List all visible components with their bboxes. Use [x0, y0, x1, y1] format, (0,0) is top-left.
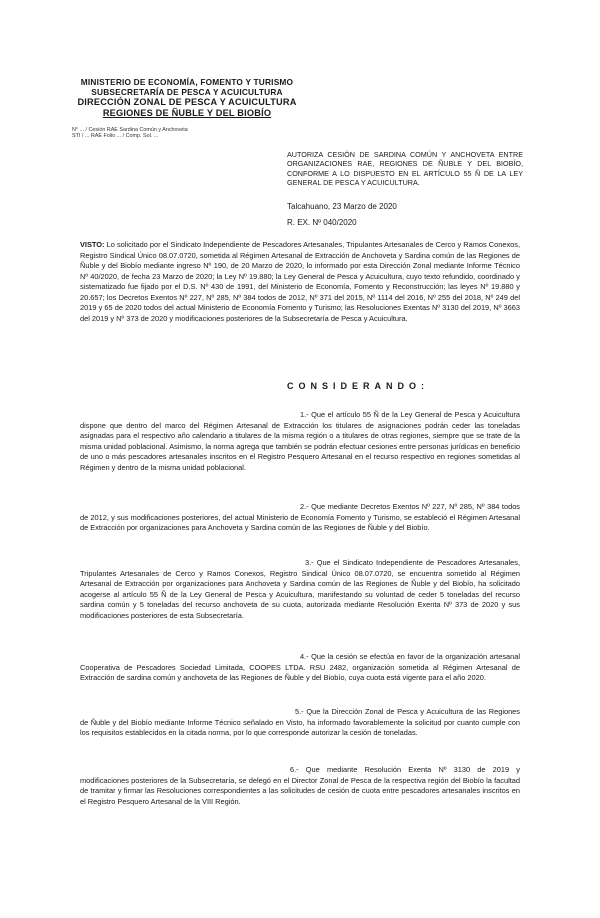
considerando-paragraph-4: 4.- Que la cesión se efectúa en favor de la organización artesanal Cooperativa de Pescadores Sociedad Limitada, COOPES LTDA. RSU 2482, organización sometida al Régimen Artesanal de Extracción de sardina común y anchoveta de las Regiones de Ñuble y del Biobío, cuya cuota está vigente para el año 2020. [80, 652, 520, 683]
visto-paragraph [80, 240, 520, 324]
regions-line: REGIONES DE ÑUBLE Y DEL BIOBÍO [102, 107, 272, 118]
resolution-subject: AUTORIZA CESIÓN DE SARDINA COMÚN Y ANCHOVETA ENTRE ORGANIZACIONES RAE, REGIONES DE ÑUBLE Y DEL BIOBÍO, CONFORME A LO DISPUESTO EN EL ARTÍCULO 55 Ñ DE LA LEY GENERAL DE PESCA Y ACUICULTURA. [287, 150, 523, 188]
place-date: Talcahuano, 23 Marzo de 2020 [287, 202, 397, 211]
subsecretaria-line: SUBSECRETARÍA DE PESCA Y ACUICULTURA [91, 86, 283, 97]
ministry-line: MINISTERIO DE ECONOMÍA, FOMENTO Y TURISMO [80, 77, 294, 87]
considerando-paragraph-6: 6.- Que mediante Resolución Exenta Nº 3130 de 2019 y modificaciones posteriores de la Subsecretaría, se delegó en el Director Zonal de Pesca de la respectiva región del Biobío la facultad de tramitar y firmar las Resoluciones correspondientes a las solicitudes de cesión de cuota entre pescadores artesanales inscritos en el Registro Pesquero Artesanal de la VIII Región. [80, 765, 520, 806]
reference-line-1: N° ... / Cesión RAE Sardina Común y Anchoveta [72, 127, 188, 133]
letterhead [72, 78, 302, 118]
considerando-heading: CONSIDERANDO: [287, 381, 430, 391]
resolution-number: R. EX. Nº 040/2020 [287, 218, 357, 227]
considerando-paragraph-2: 2.- Que mediante Decretos Exentos Nº 227, Nº 285, Nº 384 todos de 2012, y sus modificaciones posteriores, del actual Ministerio de Economía Fomento y Turismo, se estableció el Régimen Artesanal de Extracción por organizaciones para Anchoveta y Sardina común de las Regiones de Ñuble y del Biobío. [80, 502, 520, 533]
visto-text: Lo solicitado por el Sindicato Independiente de Pescadores Artesanales, Tripulantes Artesanales de Cerco y Ramos Conexos, Registro Sindical Único 08.07.0720, sometida al Régimen Artesanal de Extracción de Anchoveta y Sardina común de las Regiones de Ñuble y del Biobío mediante ingreso Nº 190, de 20 Marzo de 2020, lo informado por esta Dirección Zonal mediante Informe Técnico Nº 40/2020, de fecha 23 Marzo de 2020; la Ley Nº 19.880; la Ley General de Pesca y Acuicultura, cuyo texto refundido, coordinado y sistematizado fue fijado por el D.S. Nº 430 de 1991, del Ministerio de Economía, Fomento y Reconstrucción; las leyes Nº 19.880 y 20.657; los Decretos Exentos Nº 227, Nº 285, Nº 384 todos de 2012, Nº 371 del 2015, Nº 1114 del 2016, Nº 255 del 2018, Nº 249 del 2019 y 65 de 2020 todos del actual Ministerio de Economía Fomento y Turismo; las Resoluciones Exentas Nº 3130 del 2019, Nº 3663 del 2019 y Nº 373 de 2020 y modificaciones posteriores de la Subsecretaría de Pesca y Acuicultura. [80, 240, 520, 323]
direccion-zonal-line: DIRECCIÓN ZONAL DE PESCA Y ACUICULTURA [77, 97, 297, 108]
reference-codes [72, 127, 312, 140]
considerando-paragraph-1: 1.- Que el artículo 55 Ñ de la Ley General de Pesca y Acuicultura dispone que dentro del marco del Régimen Artesanal de Extracción los titulares de asignaciones podrán ceder las toneladas asignadas para el respectivo año calendario a titulares de la misma región o a titulares de otras regiones, siempre que se trate de la misma unidad poblacional. Asimismo, la norma agrega que también se podrán efectuar cesiones entre personas jurídicas en beneficio de uno o más pescadores artesanales inscritos en el Registro Pesquero Artesanal en el recurso respectivo en regiones sometidas al Régimen y dentro de la misma unidad poblacional. [80, 410, 520, 472]
considerando-paragraph-3: 3.- Que el Sindicato Independiente de Pescadores Artesanales, Tripulantes Artesanales de Cerco y Ramos Conexos, Registro Sindical Único 08.07.0720, se encuentra sometido al Régimen Artesanal de Extracción por organizaciones para Anchoveta y Sardina común de las Regiones de Ñuble y del Biobío, ha solicitado acogerse al artículo 55 Ñ de la Ley General de Pesca y Acuicultura, manifestando su voluntad de ceder 5 toneladas del recurso sardina común y 5 toneladas del recurso anchoveta de su cuota, autorizada mediante Resolución Exenta Nº 373 de 2020 y sus modificaciones posteriores de esta Subsecretaría. [80, 558, 520, 620]
reference-line-2: STI / ... RAE Folio ... / Comp. Sol. ... [72, 133, 159, 140]
visto-label: VISTO: [80, 240, 105, 249]
considerando-paragraph-5: 5.- Que la Dirección Zonal de Pesca y Acuicultura de las Regiones de Ñuble y del Biobío mediante Informe Técnico señalado en Visto, ha informado favorablemente la solicitud por cuanto cumple con los requisitos establecidos en la citada norma, por lo que corresponde autorizar la cesión de toneladas. [80, 707, 520, 738]
